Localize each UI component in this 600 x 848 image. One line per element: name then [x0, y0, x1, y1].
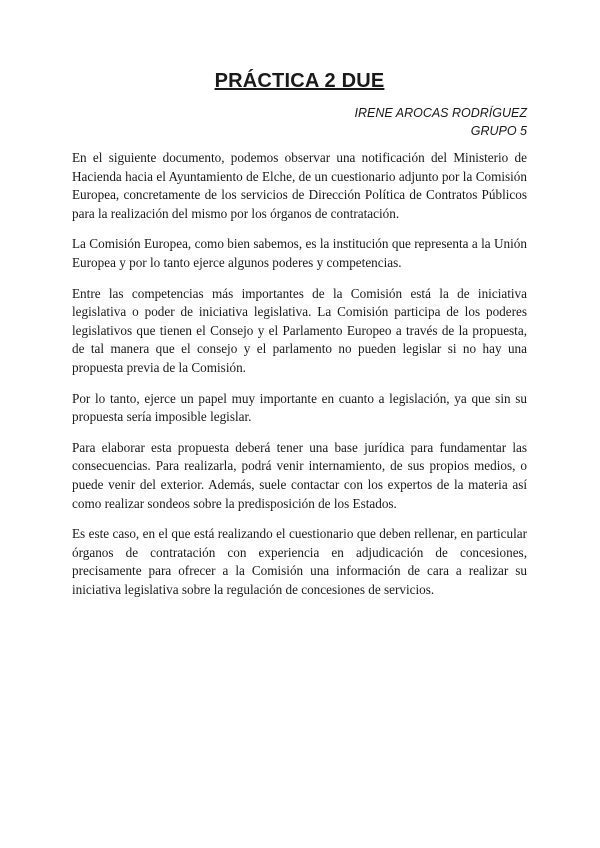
- author-name: IRENE AROCAS RODRÍGUEZ: [354, 106, 527, 120]
- paragraph: Entre las competencias más importantes de la Comisión está la de iniciativa legislativa o poder de iniciativa legislativa. La Comisión participa de los poderes legislativos que tienen el Consejo y el Parlamento Europeo a través de la propuesta, de tal manera que el consejo y el parlamento no pueden legislar si no hay una propuesta previa de la Comisión.: [72, 285, 527, 375]
- group-label: GRUPO 5: [470, 124, 527, 138]
- document-page: [72, 70, 527, 611]
- author-block: [72, 104, 527, 140]
- paragraph: La Comisión Europea, como bien sabemos, es la institución que representa a la Unión Europea y por lo tanto ejerce algunos poderes y competencias.: [72, 236, 527, 270]
- paragraph: Es este caso, en el que está realizando el cuestionario que deben rellenar, en particular órganos de contratación con experiencia en adjudicación de concesiones, precisamente para ofrecer a la Comisión una información de cara a realizar su iniciativa legislativa sobre la regulación de concesiones de servicios.: [72, 526, 527, 597]
- paragraph: En el siguiente documento, podemos observar una notificación del Ministerio de Hacienda hacia el Ayuntamiento de Elche, de un cuestionario adjunto por la Comisión Europea, concretamente de los servicios de Dirección Política de Contratos Públicos para la realización del mismo por los órganos de contratación.: [72, 150, 527, 221]
- document-title: PRÁCTICA 2 DUE: [214, 70, 385, 92]
- paragraph: Para elaborar esta propuesta deberá tener una base jurídica para fundamentar las consecuencias. Para realizarla, podrá venir internamiento, de sus propios medios, o puede venir del exterior. Además, suele contactar con los expertos de la materia así como realizar sondeos sobre la predisposición de los Estados.: [72, 439, 527, 511]
- paragraph: Por lo tanto, ejerce un papel muy importante en cuanto a legislación, ya que sin su propuesta sería imposible legislar.: [72, 390, 527, 425]
